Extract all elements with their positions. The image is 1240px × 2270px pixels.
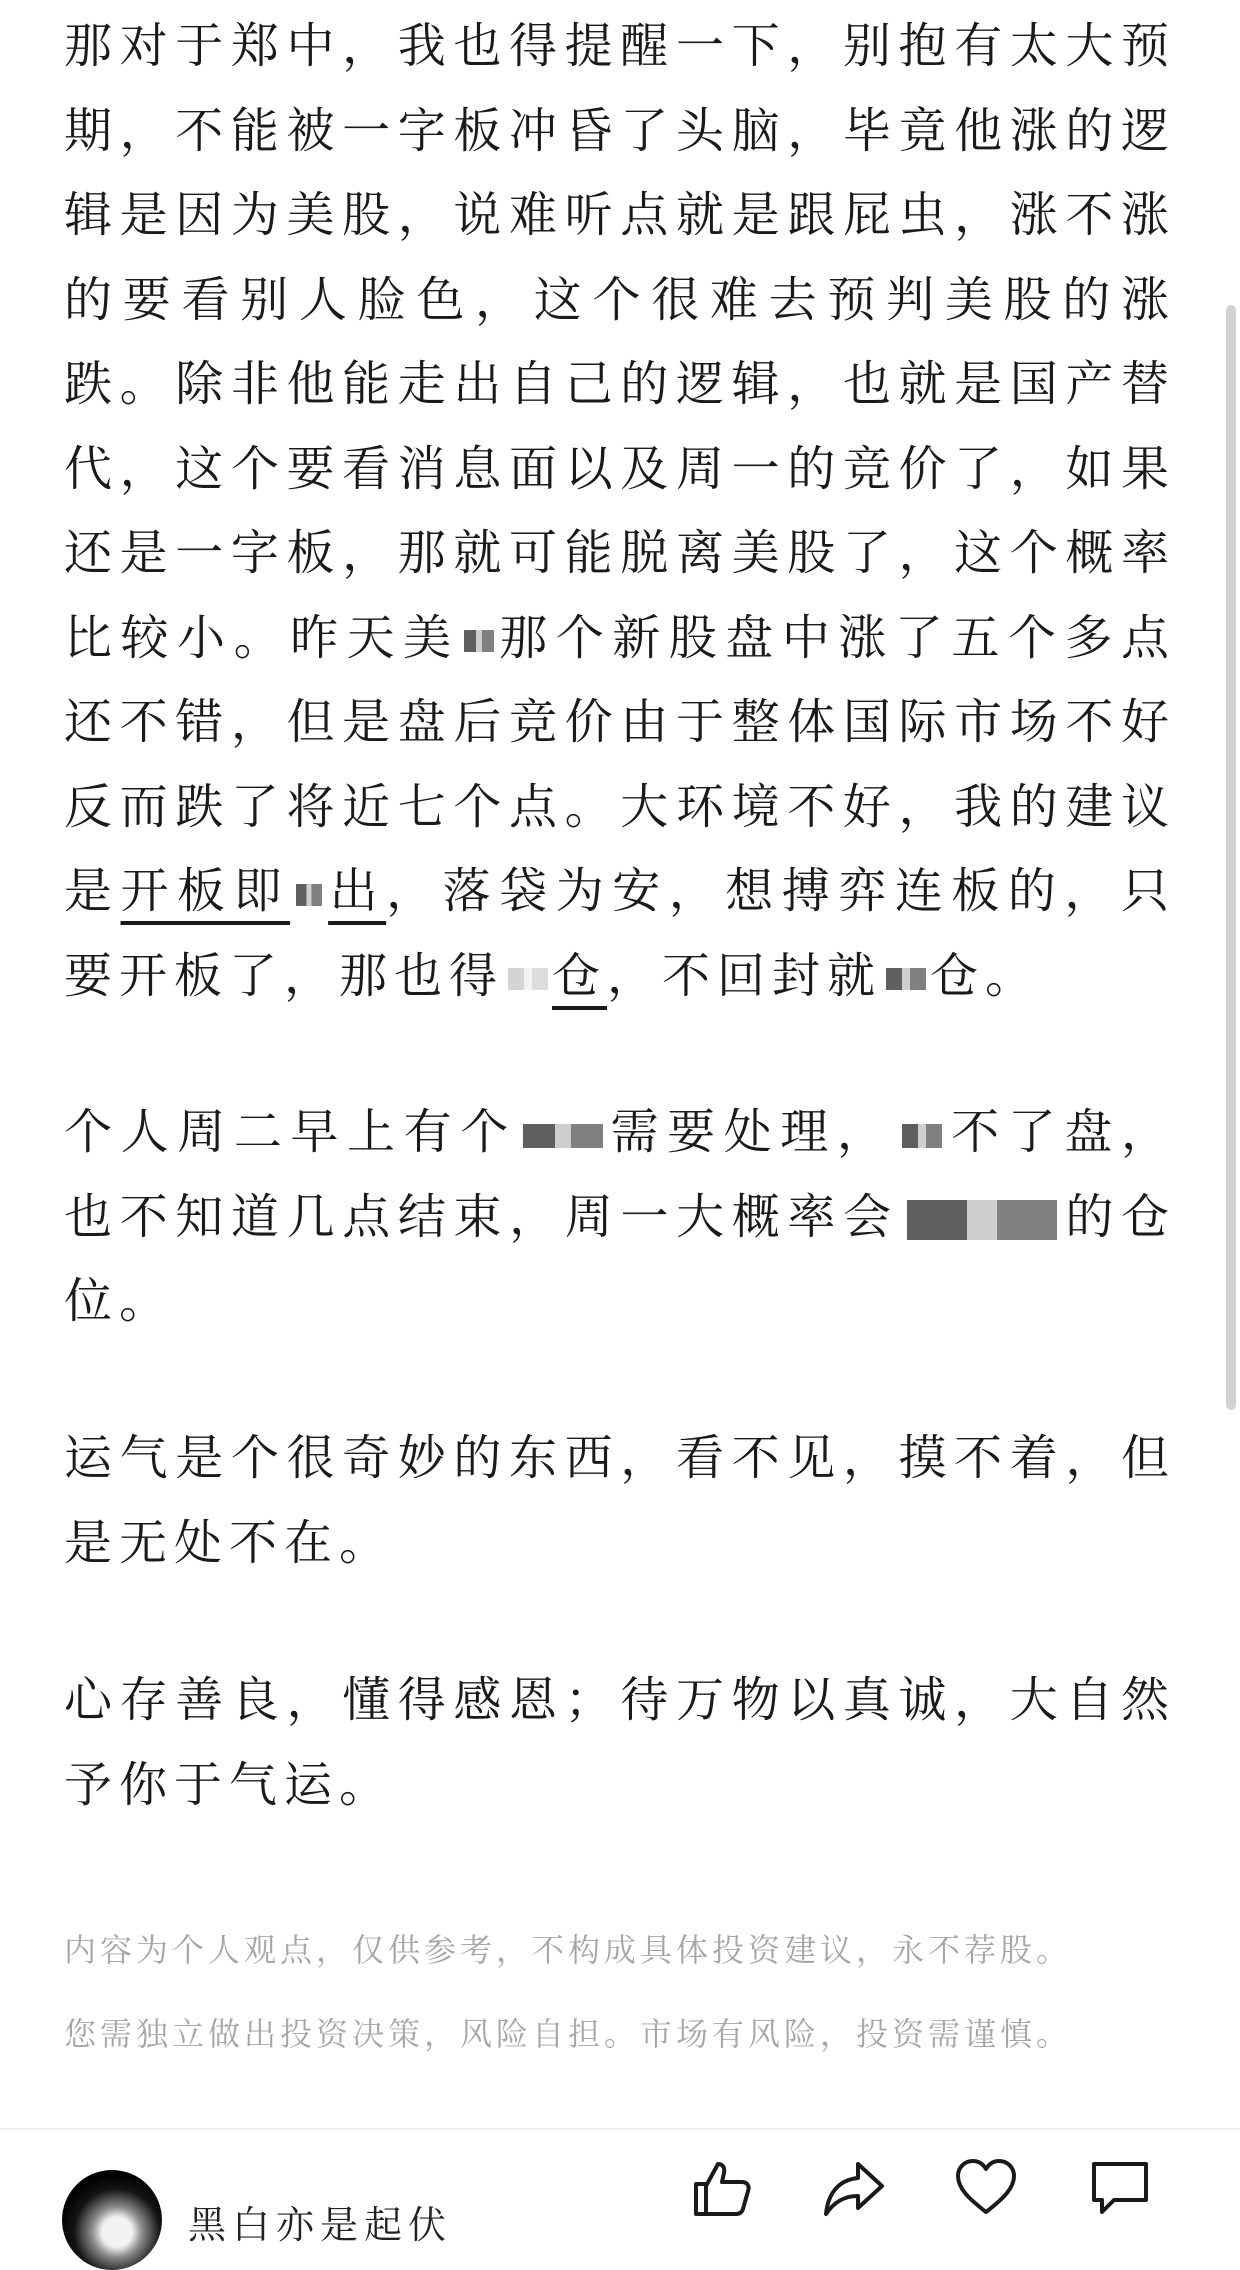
bottom-action-bar: [0, 2128, 1240, 2246]
article-paragraph-2: [64, 1090, 1176, 1344]
author-name[interactable]: 黑白亦是起伏: [188, 2203, 453, 2247]
heart-icon: [954, 2156, 1018, 2220]
underlined-text: 开板即: [120, 863, 291, 919]
paragraph-text: 那个新股盘中涨了五个多点还不错，但是盘后竞价由于整体国际市场不好反而跌了将近七个点。大环境不好，我的建议是: [64, 609, 1176, 919]
paragraph-text: 的仓位。: [64, 1188, 1176, 1329]
comment-button[interactable]: [1088, 2156, 1152, 2220]
redacted-text: [464, 630, 494, 652]
redacted-text: [907, 1200, 1057, 1240]
disclaimer-line-2: 您需独立做出投资决策，风险自担。市场有风险，投资需谨慎。: [64, 2015, 1073, 2053]
underlined-text: 出: [328, 863, 387, 919]
paragraph-text: 个人周二早上有个: [64, 1104, 517, 1160]
redacted-text: [902, 1124, 942, 1148]
share-icon: [822, 2156, 886, 2220]
like-button[interactable]: [690, 2156, 754, 2220]
article-paragraph-4: 心存善良，懂得感恩；待万物以真诚，大自然予你于气运。: [64, 1672, 1176, 1813]
paragraph-text: ，不回封就: [607, 947, 883, 1004]
paragraph-text: 不了盘，也不知道几点结束，周一大概率会: [64, 1104, 1176, 1245]
paragraph-text: 仓。: [930, 947, 1041, 1004]
redacted-text: [508, 968, 548, 990]
redacted-text: [523, 1124, 603, 1148]
disclaimer-line-1: 内容为个人观点，仅供参考，不构成具体投资建议，永不荐股。: [64, 1931, 1073, 1969]
share-button[interactable]: [822, 2156, 886, 2220]
article-paragraph-1: [64, 4, 1176, 1018]
redacted-text: [886, 968, 926, 990]
scrollbar-thumb[interactable]: [1226, 305, 1236, 1410]
thumbs-up-icon: [690, 2156, 754, 2220]
article-paragraph-3: 运气是个很奇妙的东西，看不见，摸不着，但是无处不在。: [64, 1430, 1176, 1571]
redacted-text: [296, 884, 322, 906]
paragraph-text: ，落袋为安，想搏弈连板的，只要开板了，那也得: [64, 863, 1176, 1004]
comment-icon: [1088, 2156, 1152, 2220]
underlined-text: 仓: [552, 947, 608, 1004]
paragraph-text: 那对于郑中，我也得提醒一下，别抱有太大预期，不能被一字板冲昏了头脑，毕竟他涨的逻辑是因为美股，说难听点就是跟屁虫，涨不涨的要看别人脸色，这个很难去预判美股的涨跌。除非他能走出自己的逻辑，也就是国产替代，这个要看消息面以及周一的竞价了，如果还是一字板，那就可能脱离美股了，这个概率比较小。昨天美: [64, 18, 1176, 666]
paragraph-text: 需要处理，: [608, 1104, 894, 1160]
avatar[interactable]: [62, 2170, 162, 2270]
favorite-button[interactable]: [954, 2156, 1018, 2220]
